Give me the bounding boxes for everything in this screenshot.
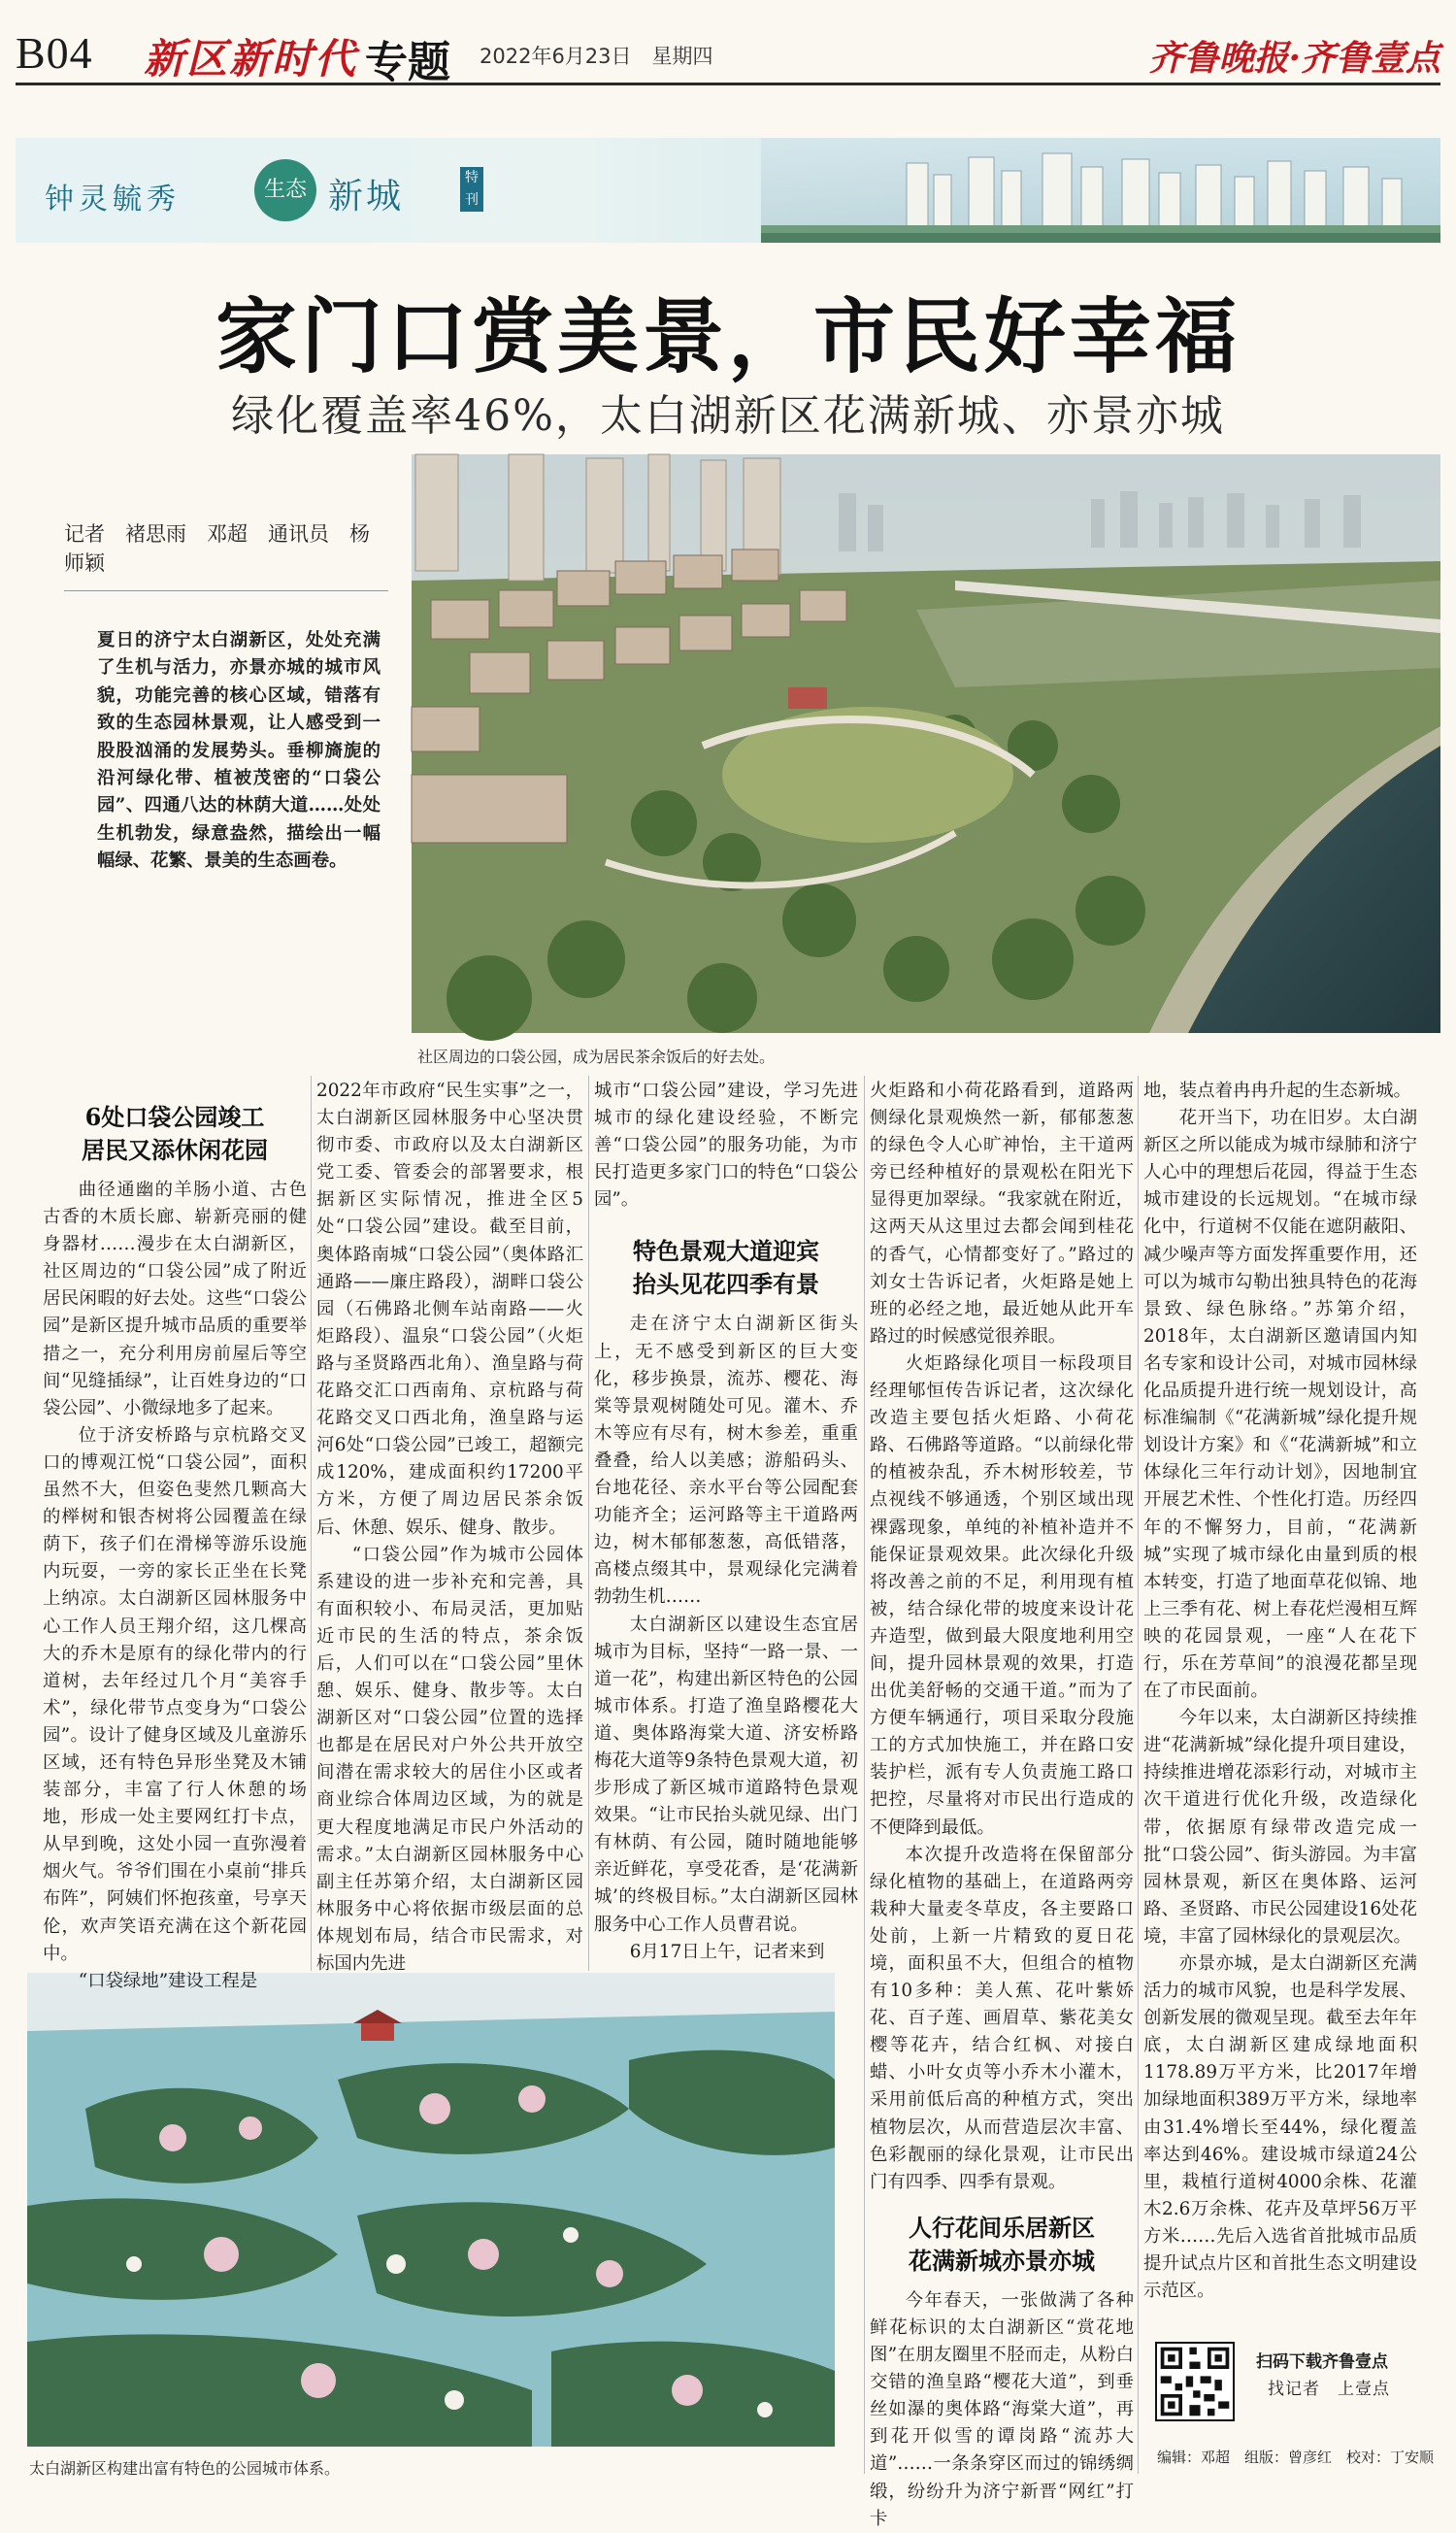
paragraph: 地，装点着冉冉升起的生态新城。 [1143, 1081, 1411, 1101]
lead-paragraph: 夏日的济宁太白湖新区，处处充满了生机与活力，亦景亦城的城市风貌，功能完善的核心区域，错落有致的生态园林景观，让人感受到一股股汹涌的发展势头。垂柳旖旎的沿河绿化带、植被茂密的“口袋公园”、四通八达的林荫大道……处处生机勃发，绿意盎然，描绘出一幅幅绿、花繁、景美的生态画卷。 [97, 630, 381, 872]
banner-circle-badge: 生态 [254, 159, 316, 221]
paragraph: 火炬路和小荷花路看到，道路两侧绿化景观焕然一新，郁郁葱葱的绿色令人心旷神怡，主干道两旁已经种植好的景观松在阳光下显得更加翠绿。“我家就在附近，这两天从这里过去都会闻到桂花的香气，心情都变好了。”路过的刘女士告诉记者，火炬路是她上班的必经之地，最近她从此开车路过的时候感觉很养眼。 [870, 1081, 1134, 1347]
section-heading-flower-city [870, 2212, 1134, 2278]
banner-tag: 特刊 [460, 167, 483, 212]
photo2-caption: 太白湖新区构建出富有特色的公园城市体系。 [29, 2459, 341, 2478]
byline: 记者 褚思雨 邓超 通讯员 杨师颖 [64, 518, 388, 591]
section-heading-line: 人行花间乐居新区 [909, 2213, 1095, 2242]
article-column-2 [316, 1078, 583, 1978]
banner-right-text: 新城 [328, 177, 405, 217]
paragraph: 6月17日上午，记者来到 [629, 1941, 825, 1962]
paragraph: 太白湖新区以建设生态宜居城市为目标，坚持“一路一景、一道一花”，构建出新区特色的公园城市体系。打造了渔皇路樱花大道、奥体路海棠大道、济安桥路梅花大道等9条特色景观大道，初步形成了新区城市道路特色景观效果。“让市民抬头就见绿、出门有林荫、有公园，随时随地能够亲近鲜花，享受花香，是‘花满新城’的终极目标。”太白湖新区园林服务中心工作人员曹君说。 [594, 1614, 858, 1935]
qr-contact-text: 找记者 上壹点 [1268, 2380, 1390, 2399]
brand-logo: 齐鲁晚报·齐鲁壹点 [1148, 38, 1440, 79]
paragraph: 亦景亦城，是太白湖新区充满活力的城市风貌，也是科学发展、创新发展的微观呈现。截至去年年底，太白湖新区建成绿地面积1178.89万平方米，比2017年增加绿地面积389万平方米，绿地率由31.4%增长至44%，绿化覆盖率达到46%。建设城市绿道24公里，栽植行道树4000余株、花灌木2.6万余株、花卉及草坪56万平方米……先后入选省首批城市品质提升试点片区和首批生态文明建设示范区。 [1143, 1953, 1417, 2302]
paragraph: 火炬路绿化项目一标段项目经理郇恒传告诉记者，这次绿化改造主要包括火炬路、小荷花路、石佛路等道路。“以前绿化带的植被杂乱，乔木树形较差，节点视线不够通透，个别区域出现裸露现象，单纯的补植补造并不能保证景观效果。此次绿化升级将改善之前的不足，利用现有植被，结合绿化带的坡度来设计花卉造型，做到最大限度地利用空间，提升园林景观的效果，打造出优美舒畅的交通干道。”而为了方便车辆通行，项目采取分段施工的方式加快施工，并在路口安装护栏，派有专人负责施工路口把控，尽量将对市民出行造成的不便降到最低。 [870, 1352, 1134, 1838]
section-heading-boulevards [594, 1235, 858, 1301]
section-heading-line: 居民又添休闲花园 [82, 1136, 268, 1164]
qr-code-icon[interactable] [1155, 2342, 1235, 2421]
paragraph: “口袋绿地”建设工程是 [78, 1970, 258, 1991]
paragraph: 城市“口袋公园”建设，学习先进城市的绿化建设经验，不断完善“口袋公园”的服务功能，为市民打造更多家门口的特色“口袋公园”。 [594, 1081, 858, 1211]
park-city-aerial-photo [27, 1973, 835, 2447]
issue-date: 2022年6月23日 星期四 [480, 45, 713, 68]
page-subtitle: 绿化覆盖率46%，太白湖新区花满新城、亦景亦城 [231, 391, 1225, 441]
paragraph: 今年春天，一张做满了各种鲜花标识的太白湖新区“赏花地图”在朋友圈里不胫而走，从粉白交错的渔皇路“樱花大道”，到垂丝如瀑的奥体路“海棠大道”，再到花开似雪的谭岗路“流苏大道”……一条条穿区而过的锦绣绸缎，纷纷升为济宁新晋“网红”打卡 [870, 2289, 1134, 2529]
skyline-illustration [761, 138, 1440, 243]
column-rule [1138, 1076, 1139, 2474]
section-heading-line: 抬头见花四季有景 [633, 1270, 819, 1299]
article-column-4 [870, 1078, 1134, 2533]
qr-download-text: 扫码下载齐鲁壹点 [1256, 2352, 1388, 2372]
paragraph: “口袋公园”作为城市公园体系建设的进一步补充和完善，具有面积较小、布局灵活，更加贴近市民的生活的特点，茶余饭后，人们可以在“口袋公园”里休憩、娱乐、健身、散步等。太白湖新区对“口袋公园”位置的选择也都是在居民对户外公共开放空间潜在需求较大的居住小区或者商业综合体周边区域，为的就是更大程度地满足市民户外活动的需求。”太白湖新区园林服务中心副主任苏第介绍，太白湖新区园林服务中心将依据市级层面的总体规划布局，结合市民需求，对标国内先进 [316, 1544, 583, 1974]
article-column-3 [594, 1078, 858, 1966]
paragraph: 今年以来，太白湖新区持续推进“花满新城”绿化提升项目建设，持续推进增花添彩行动，对城市主次干道进行优化升级，改造绿化带，依据原有绿带改造完成一批“口袋公园”、街头游园。为丰富园林景观，新区在奥体路、运河路、圣贤路、市民公园建设16处花境，丰富了园林绿化的景观层次。 [1143, 1708, 1417, 1947]
pocket-park-photo [412, 454, 1440, 1033]
column-rule [864, 1076, 865, 2474]
paragraph: 走在济宁太白湖新区街头上，无不感受到新区的巨大变化，移步换景，流苏、樱花、海棠等景观树随处可见。灌木、乔木等应有尽有，树木参差，重重叠叠，给人以美感；游船码头、台地花径、亲水平台等公园配套功能齐全；运河路等主干道路两边，树木郁郁葱葱，高低错落，高楼点缀其中，景观绿化完满着勃勃生机…… [594, 1314, 858, 1608]
paragraph: 本次提升改造将在保留部分绿化植物的基础上，在道路两旁栽种大量麦冬草皮，各主要路口处前，上新一片精致的夏日花境，面积虽不大，但组合的植物有10多种：美人蕉、花叶紫娇花、百子莲、画眉草、紫花美女樱等花卉，结合红枫、对接白蜡、小叶女贞等小乔木小灌木，采用前低后高的种植方式，突出植物层次，从而营造层次丰富、色彩靓丽的绿化景观，让市民出门有四季、四季有景观。 [870, 1844, 1134, 2192]
article-column-1 [43, 1095, 307, 1995]
article-column-5 [1143, 1078, 1417, 2305]
page-title: 家门口赏美景，市民好幸福 [215, 288, 1241, 384]
section-heading-pocket-parks [43, 1101, 307, 1167]
paper-name: 新区新时代 [144, 35, 358, 83]
masthead [16, 21, 1440, 85]
section-heading-line: 特色景观大道迎宾 [633, 1237, 819, 1266]
paragraph: 花开当下，功在旧岁。太白湖新区之所以能成为城市绿肺和济宁人心中的理想后花园，得益于生态城市建设的长远规划。“在城市绿化中，行道树不仅能在遮阴蔽阳、减少噪声等方面发挥重要作用，还可以为城市勾勒出独具特色的花海景致、绿色脉络。”苏第介绍，2018年，太白湖新区邀请国内知名专家和设计公司，对城市园林绿化品质提升进行统一规划设计，高标准编制《“花满新城”绿化提升规划设计方案》和《“花满新城”和立体绿化三年行动计划》，因地制宜开展艺术性、个性化打造。历经四年的不懈努力，目前，“花满新城”实现了城市绿化由量到质的根本转变，打造了地面草花似锦、地上三季有花、树上春花烂漫相互辉映的花园景观，一座“人在花下行，乐在芳草间”的浪漫花都呈现在了市民面前。 [1143, 1108, 1417, 1702]
page-number: B04 [16, 28, 93, 78]
photo1-caption: 社区周边的口袋公园，成为居民茶余饭后的好去处。 [417, 1048, 776, 1066]
section-heading-line: 6处口袋公园竣工 [84, 1103, 265, 1131]
paragraph: 位于济安桥路与京杭路交叉口的博观江悦“口袋公园”，面积虽然不大，但姿色斐然几颗高大的榉树和银杏树将公园覆盖在绿荫下，孩子们在滑梯等游乐设施内玩耍，一旁的家长正坐在长凳上纳凉。太白湖新区园林服务中心工作人员王翔介绍，这几棵高大的乔木是原有的绿化带内的行道树，去年经过几个月“美容手术”，绿化带节点变身为“口袋公园”。设计了健身区域及儿童游乐区域，还有特色异形坐凳及木铺装部分，丰富了行人休憩的场地，形成一处主要网红打卡点，从早到晚，这处小园一直弥漫着烟火气。爷爷们围在小桌前“排兵布阵”，阿姨们怀抱孩童，号享天伦，欢声笑语充满在这个新花园中。 [43, 1424, 307, 1964]
section-heading-line: 花满新城亦景亦城 [909, 2246, 1095, 2275]
special-banner [16, 138, 1440, 243]
banner-left-text: 钟灵毓秀 [45, 183, 181, 217]
paragraph: 2022年市政府“民生实事”之一，太白湖新区园林服务中心坚决贯彻市委、市政府以及太白湖新区党工委、管委会的部署要求，根据新区实际情况，推进全区5处“口袋公园”建设。截至目前，奥体路南城“口袋公园”（奥体路汇通路——廉庄路段），湖畔口袋公园（石佛路北侧车站南路——火炬路段）、温泉“口袋公园”（火炬路与圣贤路西北角）、渔皇路与荷花路交汇口西南角、京杭路与荷花路交叉口西北角，渔皇路与运河6处“口袋公园”已竣工，超额完成120%，建成面积约17200平方米，方便了周边居民茶余饭后、休憩、娱乐、健身、散步。 [316, 1081, 583, 1538]
editorial-credits: 编辑：邓超 组版：曾彦红 校对：丁安顺 [1157, 2449, 1435, 2466]
column-rule [311, 1076, 312, 1971]
column-rule [588, 1076, 589, 1971]
paragraph: 曲径通幽的羊肠小道、古色古香的木质长廊、崭新亮丽的健身器材……漫步在太白湖新区，社区周边的“口袋公园”成了附近居民闲暇的好去处。这些“口袋公园”是新区提升城市品质的重要举措之一，充分利用房前屋后等空间“见缝插绿”，让百姓身边的“口袋公园”、小微绿地多了起来。 [43, 1180, 307, 1418]
section-title: 专题 [365, 38, 450, 87]
